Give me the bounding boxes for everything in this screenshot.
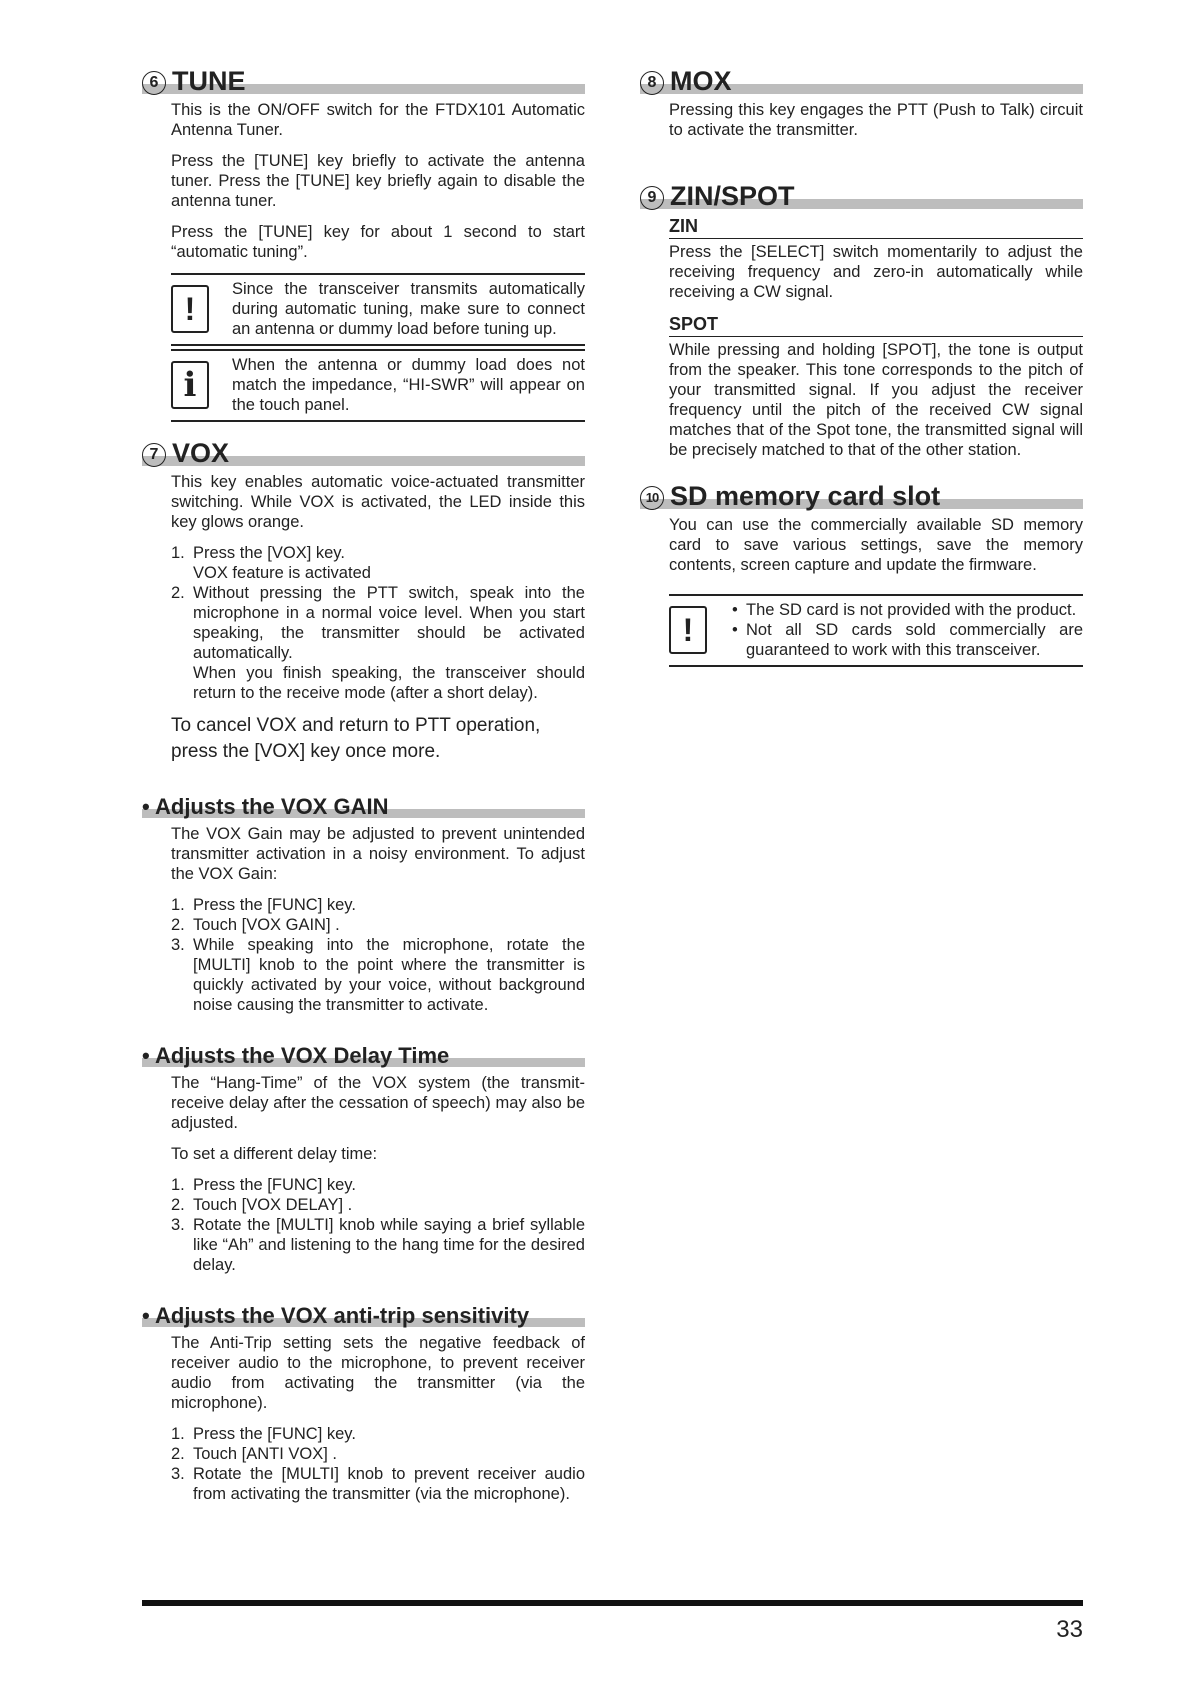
spot-para: While pressing and holding [SPOT], the tone is output from the speaker. This tone corresponds to the pitch of your transmitted signal. If you adjust the receiver frequency until the pitch of the received CW signal matches that of the Spot tone, the transmitted signal will be precisely matched to that of the other station. — [669, 341, 1083, 459]
zin-label: ZIN — [669, 215, 1083, 239]
tune-caution-text: Since the transceiver transmits automatically during automatic tuning, make sure to connect an antenna or dummy load before tuning up. — [232, 280, 585, 338]
vox-anti-trip-steps — [171, 1424, 585, 1504]
list-item: 1. Press the [FUNC] key. — [171, 1176, 356, 1194]
sd-card-para: You can use the commercially available SD memory card to save various settings, save the memory contents, screen capture and update the firmware. — [669, 516, 1083, 574]
list-item: 1. Press the [VOX] key. VOX feature is activated — [171, 544, 371, 582]
section-vox-heading — [142, 436, 585, 470]
section-vox-delay-heading — [142, 1041, 585, 1071]
tune-para-1: This is the ON/OFF switch for the FTDX101 Automatic Antenna Tuner. — [171, 101, 585, 139]
list-item: 1. Press the [FUNC] key. — [171, 896, 356, 914]
list-item: 2. Touch [ANTI VOX] . — [171, 1445, 337, 1463]
mox-para: Pressing this key engages the PTT (Push to Talk) circuit to activate the transmitter. — [669, 101, 1083, 139]
vox-steps — [171, 543, 585, 703]
vox-body — [171, 472, 585, 765]
circled-number-7: 7 — [142, 443, 166, 467]
vox-cancel-para: To cancel VOX and return to PTT operation, press the [VOX] key once more. — [171, 715, 541, 762]
list-item: • The SD card is not provided with the product. — [730, 600, 1083, 620]
tune-para-3: Press the [TUNE] key for about 1 second to start “automatic tuning”. — [171, 223, 585, 261]
section-mox-heading — [640, 64, 1083, 98]
list-item: • Not all SD cards sold commercially are guaranteed to work with this transceiver. — [730, 620, 1083, 660]
tune-title: TUNE — [172, 66, 246, 96]
zin-para: Press the [SELECT] switch momentarily to adjust the receiving frequency and zero-in automatically while receiving a CW signal. — [669, 243, 1083, 301]
list-item: 3. Rotate the [MULTI] knob to prevent receiver audio from activating the transmitter (via the microphone). — [171, 1465, 585, 1503]
page-number: 33 — [1056, 1616, 1083, 1643]
list-item: 1. Press the [FUNC] key. — [171, 1425, 356, 1443]
vox-delay-steps — [171, 1175, 585, 1275]
vox-delay-title: • Adjusts the VOX Delay Time — [142, 1043, 450, 1068]
vox-delay-body — [171, 1073, 585, 1275]
tune-body — [171, 100, 585, 422]
vox-gain-steps — [171, 895, 585, 1015]
circled-number-8: 8 — [640, 71, 664, 95]
vox-para-1: This key enables automatic voice-actuated transmitter switching. While VOX is activated, the LED inside this key glows orange. — [171, 473, 585, 531]
tune-caution-note — [171, 273, 585, 346]
section-zin-spot-heading — [640, 179, 1083, 213]
right-column — [640, 64, 1083, 681]
vox-gain-para: The VOX Gain may be adjusted to prevent unintended transmitter activation in a noisy environment. To adjust the VOX Gain: — [171, 825, 585, 883]
tune-info-note — [171, 349, 585, 422]
zin-spot-title: ZIN/SPOT — [670, 181, 795, 211]
circled-number-10: 10 — [640, 486, 664, 510]
info-icon: i — [171, 361, 209, 409]
vox-delay-para-2: To set a different delay time: — [171, 1145, 378, 1163]
vox-gain-title: • Adjusts the VOX GAIN — [142, 794, 389, 819]
sd-card-caution-note — [669, 594, 1083, 667]
spot-label: SPOT — [669, 313, 1083, 337]
zin-spot-body — [669, 215, 1083, 460]
vox-anti-trip-body — [171, 1333, 585, 1504]
vox-title: VOX — [172, 438, 230, 468]
vox-gain-body — [171, 824, 585, 1015]
tune-para-2: Press the [TUNE] key briefly to activate the antenna tuner. Press the [TUNE] key briefly again to disable the antenna tuner. — [171, 152, 585, 210]
list-item: 2. Touch [VOX GAIN] . — [171, 916, 340, 934]
mox-body — [669, 100, 1083, 140]
section-vox-anti-trip-heading — [142, 1301, 585, 1331]
list-item: 2. Touch [VOX DELAY] . — [171, 1196, 353, 1214]
section-tune-heading — [142, 64, 585, 98]
list-item: 3. While speaking into the microphone, rotate the [MULTI] knob to the point where the transmitter is quickly activated by your voice, without background noise causing the transmitter to activate. — [171, 936, 585, 1014]
circled-number-6: 6 — [142, 71, 166, 95]
sd-card-body — [669, 515, 1083, 667]
sd-card-title: SD memory card slot — [670, 481, 941, 511]
vox-anti-trip-title: • Adjusts the VOX anti-trip sensitivity — [142, 1303, 530, 1328]
list-item: 2. Without pressing the PTT switch, speak into the microphone in a normal voice level. When you start speaking, the transmitter should be activated automatically. When you finish speaking, the transceiver should return to the receive mode (after a short delay). — [171, 584, 585, 702]
list-item: 3. Rotate the [MULTI] knob while saying a brief syllable like “Ah” and listening to the hang time for the desired delay. — [171, 1216, 585, 1274]
tune-info-text: When the antenna or dummy load does not match the impedance, “HI-SWR” will appear on the touch panel. — [232, 356, 585, 414]
vox-delay-para-1: The “Hang-Time” of the VOX system (the transmit-receive delay after the cessation of speech) may also be adjusted. — [171, 1074, 585, 1132]
section-sd-card-heading — [640, 479, 1083, 513]
footer-rule — [142, 1600, 1083, 1606]
vox-anti-trip-para: The Anti-Trip setting sets the negative feedback of receiver audio to the microphone, to prevent receiver audio from activating the transmitter (via the microphone). — [171, 1334, 585, 1412]
mox-title: MOX — [670, 66, 732, 96]
circled-number-9: 9 — [640, 186, 664, 210]
caution-icon: ! — [669, 606, 707, 654]
left-column — [142, 64, 585, 1514]
section-vox-gain-heading — [142, 792, 585, 822]
caution-icon: ! — [171, 285, 209, 333]
sd-card-bullets — [730, 600, 1083, 660]
